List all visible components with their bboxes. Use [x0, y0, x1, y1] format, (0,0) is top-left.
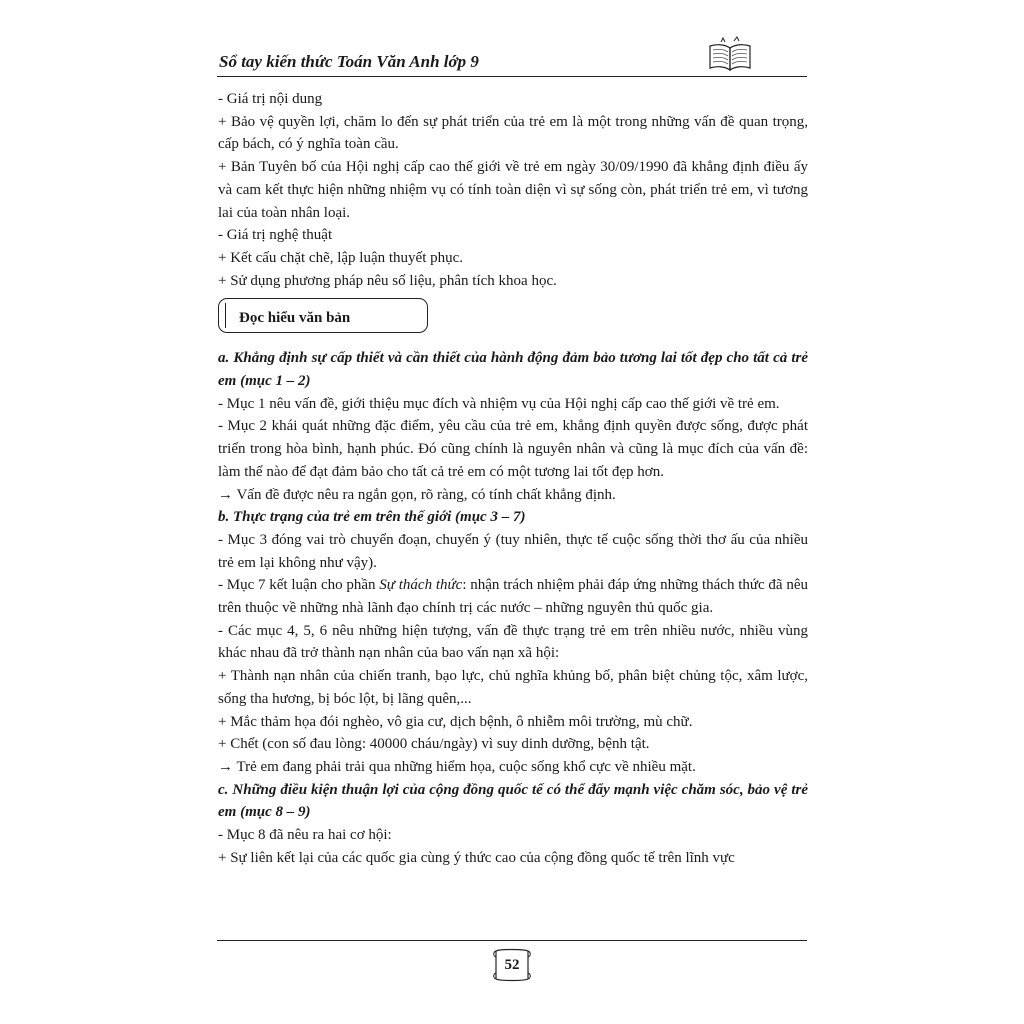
part-b-line: + Thành nạn nhân của chiến tranh, bạo lực, chủ nghĩa khủng bố, phân biệt chủng tộc, xâm lược, sống tha hương, bị bóc lột, bị lãng quên,... — [218, 668, 808, 707]
part-c-line: - Mục 8 đã nêu ra hai cơ hội: — [218, 827, 392, 844]
part-b-line2-post: : nhận trách nhiệm phải đáp ứng những thách thức đã nêu trên thuộc về những nhà lãnh đạo chính trị các nước – những nguyên thủ quốc gia. — [218, 577, 809, 617]
intro-line: + Bảo vệ quyền lợi, chăm lo đến sự phát triển của trẻ em là một trong những vấn đề quan trọng, cấp bách, có ý nghĩa toàn cầu. — [218, 113, 808, 153]
header-title: Sổ tay kiến thức Toán Văn Anh lớp 9 — [219, 52, 479, 71]
part-b-line: + Chết (con số đau lòng: 40000 cháu/ngày) vì suy dinh dưỡng, bệnh tật. — [218, 736, 650, 753]
page-content — [218, 88, 808, 870]
intro-line: - Giá trị nghệ thuật — [218, 227, 333, 244]
part-a-line: - Mục 2 khái quát những đặc điểm, yêu cầu của trẻ em, khẳng định quyền được sống, được phát triển trong hòa bình, hạnh phúc. Đó cũng chính là nguyên nhân và cũng là mục đích của vấn đề: làm thế nào để đạt đảm bảo cho tất cả trẻ em có một tương lai tốt đẹp hơn. — [218, 418, 808, 480]
intro-line: + Sử dụng phương pháp nêu số liệu, phân tích khoa học. — [218, 272, 557, 289]
part-b-line2-pre: - Mục 7 kết luận cho phần — [218, 577, 380, 594]
part-b-line: + Mắc thảm họa đói nghèo, vô gia cư, dịch bệnh, ô nhiễm môi trường, mù chữ. — [218, 713, 693, 730]
part-a-heading: a. Khẳng định sự cấp thiết và cần thiết của hành động đảm bảo tương lai tốt đẹp cho tất cả trẻ em (mục 1 – 2) — [218, 350, 808, 390]
part-a-line: - Mục 1 nêu vấn đề, giới thiệu mục đích và nhiệm vụ của Hội nghị cấp cao thế giới về trẻ em. — [218, 395, 780, 412]
intro-line: - Giá trị nội dung — [218, 91, 323, 107]
part-b-line: - Mục 3 đóng vai trò chuyển đoạn, chuyển ý (tuy nhiên, thực tế cuộc sống thời thơ ấu của nhiều trẻ em lại không như vậy). — [218, 531, 808, 571]
intro-line: + Bản Tuyên bố của Hội nghị cấp cao thế giới về trẻ em ngày 30/09/1990 đã khẳng định điều ấy và cam kết thực hiện những nhiệm vụ có tính toàn diện vì sự sống còn, phát triển trẻ em, vì tương lai của toàn nhân loại. — [218, 159, 808, 221]
part-b-term: Sự thách thức — [379, 577, 463, 594]
page-number-badge — [490, 945, 534, 985]
section-title-box — [218, 298, 428, 333]
part-b-line-with-term — [218, 574, 808, 619]
page-footer — [217, 940, 807, 973]
part-c-heading: c. Những điều kiện thuận lợi của cộng đồng quốc tế có thể đẩy mạnh việc chăm sóc, bảo vệ trẻ em (mục 8 – 9) — [218, 781, 808, 821]
intro-line: + Kết cấu chặt chẽ, lập luận thuyết phục. — [218, 249, 464, 266]
part-b-line: - Các mục 4, 5, 6 nêu những hiện tượng, vấn đề thực trạng trẻ em trên nhiều nước, nhiều vùng khác nhau đã trở thành nạn nhân của bao vấn nạn xã hội: — [218, 622, 808, 662]
page-header — [217, 44, 807, 77]
page-number: 52 — [504, 957, 520, 973]
section-title-bar — [225, 303, 226, 328]
part-b-line: → Trẻ em đang phải trải qua những hiểm họa, cuộc sống khổ cực về nhiều mặt. — [218, 758, 696, 775]
part-c-line: + Sự liên kết lại của các quốc gia cùng ý thức cao của cộng đồng quốc tế trên lĩnh vực — [218, 849, 735, 866]
section-title: Đọc hiểu văn bản — [239, 310, 351, 327]
part-a-line: → Vấn đề được nêu ra ngắn gọn, rõ ràng, có tính chất khẳng định. — [218, 486, 616, 503]
part-b-heading: b. Thực trạng của trẻ em trên thế giới (mục 3 – 7) — [218, 509, 526, 526]
open-book-icon — [707, 36, 753, 74]
